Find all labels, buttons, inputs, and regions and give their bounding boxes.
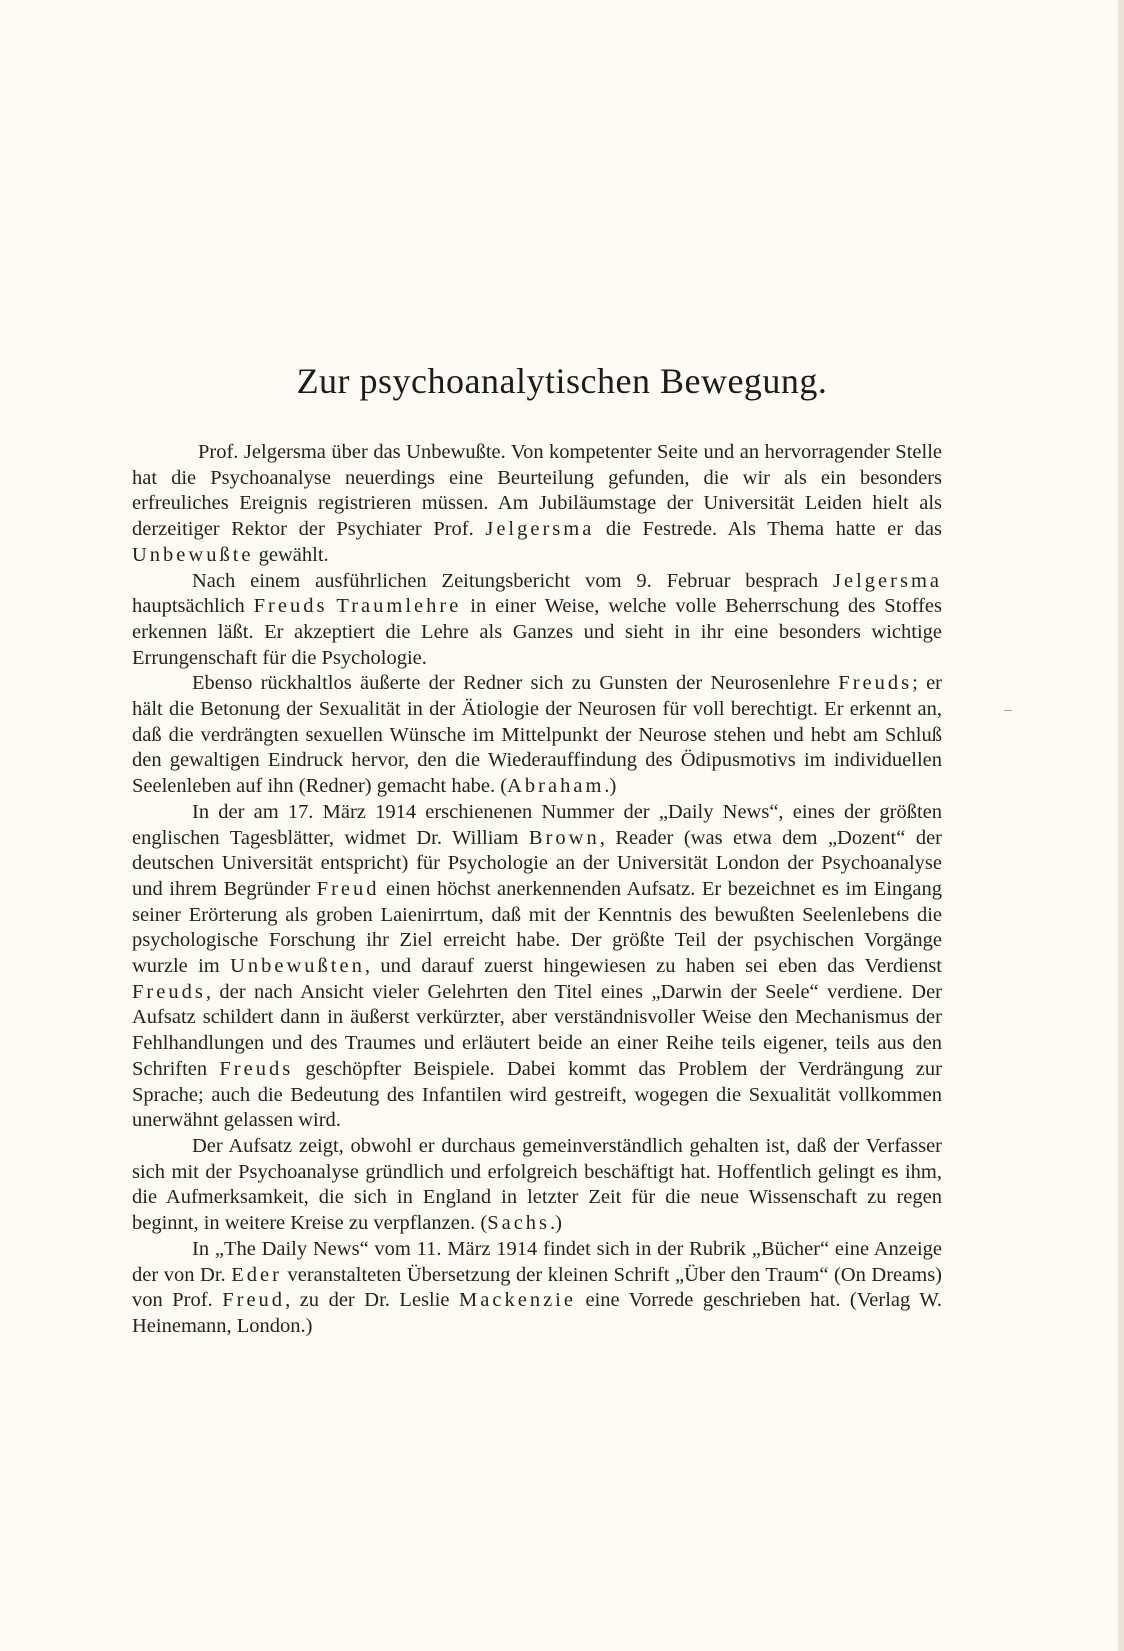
text-segment: , der nach Ansicht vieler Gelehrten den Titel eines „Darwin der Seele“ verdiene. Der Aufsatz schildert dann in äußerst verkürzter, aber verständnisvoller Weise den Mechanismus der Fehlhandlungen und des Traumes und erläutert beide an einer Reihe teils eigener, teils aus den Schriften [132, 980, 942, 1080]
paragraph-neurosenlehre [132, 671, 942, 800]
text-segment: Ebenso rückhaltlos äußerte der Redner sich zu Gunsten der Neurosenlehre [192, 672, 839, 695]
spaced-name: Jelgersma [833, 569, 942, 592]
text-segment: Prof. Jelgersma über das Unbewußte. Von kompetenter Seite und an hervorragender Stelle hat die Psychoanalyse neuerdings eine Beurteilung gefunden, die wir als ein besonders erfreuliches Ereignis registrieren müssen. Am Jubiläumstage der Universität Leiden hielt als derzeitiger Rektor der Psychiater Prof. [132, 441, 942, 541]
text-segment: In der am 17. März 1914 erschienenen Nummer der „Daily News“, eines der größten englischen Tagesblätter, widmet Dr. William [132, 800, 942, 849]
spaced-name: Eder [231, 1263, 282, 1286]
text-segment: veranstalteten Übersetzung der kleinen Schrift „Über den Traum“ (On Dreams) von Prof. [132, 1263, 942, 1312]
spaced-name: Freuds [838, 672, 913, 695]
spaced-term: Unbewußte [132, 543, 254, 566]
paragraph-daily-news-eder [132, 1237, 942, 1340]
text-segment: die Festrede. Als Thema hatte er das [594, 518, 942, 541]
spaced-name: Mackenzie [459, 1289, 576, 1312]
text-segment: hauptsächlich [132, 595, 254, 618]
margin-mark [1004, 710, 1012, 711]
spaced-name: Jelgersma [485, 518, 595, 541]
spaced-name: Sachs [487, 1212, 551, 1235]
spaced-name: Freuds [132, 980, 206, 1003]
text-segment: geschöpfter Beispiele. Dabei kommt das Problem der Verdrängung zur Sprache; auch die Bedeutung des Infantilen wird gestreift, wogegen die Sexualität vollkommen unerwähnt gelassen wird. [132, 1057, 942, 1132]
spaced-name: Freud [316, 877, 380, 900]
text-segment: In „The Daily News“ vom 11. März 1914 findet sich in der Rubrik „Bücher“ eine Anzeige der von Dr. [132, 1237, 942, 1286]
spaced-name: Freuds [219, 1057, 294, 1080]
text-segment: Der Aufsatz zeigt, obwohl er durchaus gemeinverständlich gehalten ist, daß der Verfasser sich mit der Psychoanalyse gründlich und erfolgreich beschäftigt hat. Hoffentlich gelingt es ihm, die Aufmerksamkeit, die sich in England in letzter Zeit für die neue Wissenschaft zu regen beginnt, in weitere Kreise zu verpflanzen. ( [132, 1134, 942, 1235]
text-segment: Nach einem ausführlichen Zeitungsbericht vom 9. Februar besprach [192, 569, 834, 592]
text-segment: in einer Weise, welche volle Beherrschung des Stoffes erkennen läßt. Er akzeptiert die Lehre als Ganzes und sieht in ihr eine besonders wichtige Errungenschaft für die Psychologie. [132, 595, 943, 669]
article-title: Zur psychoanalytischen Bewegung. [296, 361, 828, 401]
text-segment: eine Vorrede geschrieben hat. (Verlag W. Heinemann, London.) [132, 1289, 942, 1337]
spaced-term: Unbewußten [230, 955, 365, 978]
spaced-name: Abraham [507, 775, 605, 798]
spaced-name: Freuds [253, 595, 328, 618]
page-edge [1118, 0, 1124, 1651]
text-segment: , und darauf zuerst hingewiesen zu haben sei eben das Verdienst [364, 955, 942, 978]
paragraph-jelgersma-report [132, 569, 942, 672]
text-segment: , Reader (was etwa dem „Dozent“ der deutschen Universität entspricht) für Psychologie an der Universität London der Psychoanalyse und ihrem Begründer [132, 826, 942, 900]
spaced-term: Traumlehre [336, 595, 462, 618]
text-segment: .) [604, 775, 617, 798]
text-segment: ; er hält die Betonung der Sexualität in der Ätiologie der Neurosen für voll berechtigt. Er erkennt an, daß die verdrängten sexuellen Wünsche im Mittelpunkt der Neurose stehen und hebt am Schluß den gewaltigen Eindruck hervor, den die Wiederauffindung des Ödipusmotivs im individuellen Seelenleben auf ihn (Redner) gemacht habe. ( [132, 672, 943, 798]
text-segment: gewählt. [253, 543, 329, 566]
spaced-name: Brown [528, 826, 600, 849]
paragraph-aufsatz [132, 1134, 942, 1237]
text-segment: .) [550, 1212, 562, 1235]
paragraph-jelgersma-intro [132, 440, 942, 569]
text-segment: einen höchst anerkennenden Aufsatz. Er bezeichnet es im Eingang seiner Erörterung als groben Laienirrtum, daß mit der Kenntnis des bewußten Seelenlebens die psychologische Forschung ihr Ziel erreicht habe. Der größte Teil der psychischen Vorgänge wurzle im [132, 877, 942, 978]
spaced-name: Freud [222, 1289, 286, 1312]
article-body [132, 440, 942, 1340]
paragraph-daily-news-brown [132, 800, 942, 1134]
text-segment: , zu der Dr. Leslie [285, 1289, 460, 1312]
